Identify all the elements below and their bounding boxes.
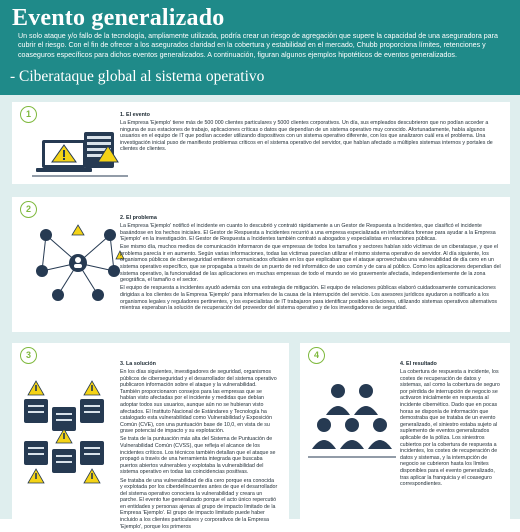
card-paragraph: La Empresa 'Ejemplo' notificó el incidente en cuanto lo descubrió y contrató rápidamente a un Gestor de Respuesta a Incidentes, que clasificó el incidente basándose en los hechos iniciales. El Gestor de Respuesta a Incidentes recurrió a una empresa especializada en informática forense para ayudar a la Empresa 'Ejemplo' en la investigación. El Gestor de Respuesta a Incidentes también contrató a abogados y especialistas en relaciones públicas. — [120, 223, 496, 243]
card-solution — [12, 343, 289, 530]
server-warning-icon — [18, 369, 110, 501]
people-group-icon — [308, 377, 396, 467]
card-body — [400, 369, 502, 489]
page-title: Evento generalizado — [12, 5, 225, 31]
step-number-4: 4 — [308, 347, 325, 364]
card-paragraph: Se trata de la puntuación más alta del Sistema de Puntuación de Vulnerabilidad Común (CVSS), que refleja el alcance de los incidentes críticos. Los técnicos también detallan que el ataque se propagó a través de una herramienta integrada que buscaba puertos abiertos vulnerables y explotaba la vulnerabilidad del sistema operativo en todas las coincidencias positivas. — [120, 436, 276, 476]
card-paragraph: Ese mismo día, muchos medios de comunicación informaron de que empresas de todos los tamaños y sectores habían sido víctimas de un ciberataque, y que el problema parecía ir en aumento. Según varias informaciones, todas las víctimas parecían utilizar el mismo sistema operativo de servidor. Al día siguiente, los organismos públicos de ciberseguridad emitieron comunicados oficiales en los que explicaban que el ataque aprovechaba una vulnerabilidad de día cero en un sistema operativo específico, que se propagaba a través de un puerto de red informático de uso común y de cara al público. Como los aplicaciones dependían del sistema operativo, la funcionalidad de las aplicaciones en muchas empresas de todo el mundo se vio gravemente afectada, independientemente de la zona geográfica, el tamaño o el sector. — [120, 244, 501, 284]
card-body — [120, 369, 278, 532]
card-paragraph: La Empresa 'Ejemplo' tiene más de 500 000 clientes particulares y 5000 clientes corporativos. Un día, sus empleados descubrieron que no podían acceder a ninguna de sus estaciones de trabajo, aplicaciones críticas o datos que dependían de un sistema operativo muy conocido. Afortunadamente, había algunos usuarios en el equipo de IT que podían acceder utilizando dispositivos con un sistema operativo diferente, con los que analizaron cuál era el problema. Una investigación inicial puso de manifiesto problemas críticos en el sistema operativo del servidor, que habían afectado a múltiples sistemas internos y portales de clientes de clientes. — [120, 120, 493, 153]
card-paragraph: Se trataba de una vulnerabilidad de día cero porque era conocida y explotada por los ciberdelincuentes antes de que el desarrollador del sistema operativo conociera la vulnerabilidad y creara un parche. El evento fue generalizado porque el acto único repercutió en entidades y personas ajenas al grupo de impacto limitado de la Empresa 'Ejemplo'. El grupo de impacto limitado puede haber incluido a los clientes particulares y corporativos de la Empresa 'Ejemplo', porque los primeros — [120, 477, 278, 530]
card-problem — [12, 197, 510, 332]
card-event — [12, 102, 510, 184]
step-number-1: 1 — [20, 106, 37, 123]
card-title: 1. El evento — [120, 112, 150, 118]
intro-text: Un solo ataque y/o fallo de la tecnología, ampliamente utilizada, podría crear un riesgo de agregación que supere la capacidad de una aseguradora para cubrir el riesgo. Con el fin de ofrecer a los asegurados claridad en la cobertura y estabilidad en el mercado, Chubb proporciona límites, retenciones y coaseguros específicos para dichos eventos generalizados. A continuación, figuran algunos ejemplos hipotéticos de eventos generalizados. — [18, 32, 498, 59]
step-number-3: 3 — [20, 347, 37, 364]
card-title: 3. La solución — [120, 361, 156, 367]
card-title: 2. El problema — [120, 215, 157, 221]
card-result — [300, 343, 510, 519]
card-paragraph: La cobertura de respuesta a incidente, los costes de recuperación de datos y sistemas, así como la cobertura de seguro por pérdida de interrupción de negocio se activaron inicialmente en respuesta al incidente cibernético. Dado que en pocas horas se disponía de información que demostraba que se trataba de un evento generalizado, el siniestro estaba sujeto al suplemento de eventos generalizados aplicable de la póliza. Los siniestros cubiertos por la cobertura de respuesta a incidentes, los costes de recuperación de datos y sistemas, y la interrupción de negocio se cubrieron hasta los límites disponibles para el evento generalizado, tras aplicar la franquicia y el coaseguro correspondientes. — [400, 369, 500, 488]
card-paragraph: En los días siguientes, investigadores de seguridad, organismos públicos de ciberseguridad y el desarrollador del sistema operativo publicaron información sobre el ataque y la vulnerabilidad. También proporcionaron consejos para las empresas que se habían visto afectadas por el incidente y medidas que debían adoptar todos sus usuarios, aunque aún no se hubieran visto afectados. El Instituto Nacional de Estándares y Tecnología ha catalogado esta vulnerabilidad como Vulnerabilidad y Exposición Común (CVE), con una puntuación base de 10,0, en vista de su grave potencial de impacto y su explotación. — [120, 369, 277, 435]
network-people-icon — [32, 223, 124, 303]
card-body — [120, 223, 502, 313]
section-subtitle: - Ciberataque global al sistema operativo — [10, 68, 265, 85]
laptop-crash-icon — [32, 128, 128, 180]
step-number-2: 2 — [20, 201, 37, 218]
card-title: 4. El resultado — [400, 361, 437, 367]
card-paragraph: El equipo de respuesta a incidentes ayudó además con una estrategia de mitigación. El equipo de relaciones públicas elaboró cuidadosamente comunicaciones dirigidas a los clientes de la Empresa 'Ejemplo' para informarles de la causa de la interrupción del servicio. Los asesores jurídicos ayudaron a notificarlo a los organismos legales y reguladores pertinentes, y los especialistas de IT trabajaron para identificar posibles soluciones, utilizando sistemas operativos alternativos mientras esperaban la solución de recuperación del proveedor del sistema operativo y de los investigadores de seguridad. — [120, 285, 498, 312]
card-body — [120, 120, 502, 154]
header-banner — [0, 0, 520, 95]
